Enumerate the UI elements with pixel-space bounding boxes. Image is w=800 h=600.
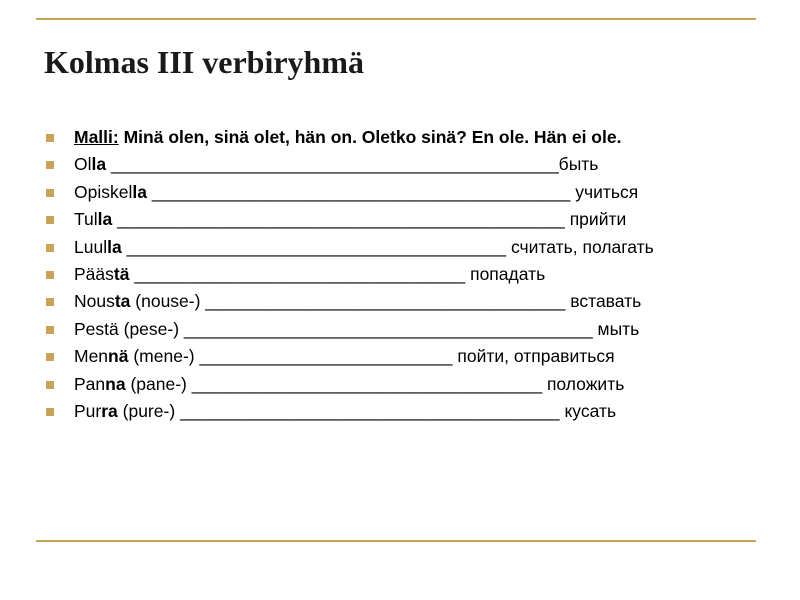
square-bullet-icon xyxy=(46,161,54,169)
verb-ending: ra xyxy=(101,400,118,421)
verb-stem: Tul xyxy=(74,209,98,230)
verb-rest: ______________________________________________ прийти xyxy=(112,209,627,230)
verb-ending: la xyxy=(91,154,107,175)
verb-ending: la xyxy=(132,181,147,202)
verb-list xyxy=(44,124,784,425)
square-bullet-icon xyxy=(46,216,54,224)
list-item xyxy=(44,261,784,288)
model-sentence xyxy=(44,124,784,151)
verb-stem: Pestä xyxy=(74,318,119,339)
model-text: Minä olen, sinä olet, hän on. Oletko sinä? En ole. Hän ei ole. xyxy=(118,127,622,147)
list-item xyxy=(44,398,784,425)
list-item xyxy=(44,371,784,398)
verb-rest: (nouse-) _____________________________________ вставать xyxy=(130,291,642,312)
verb-rest: (pese-) __________________________________________ мыть xyxy=(118,318,640,339)
square-bullet-icon xyxy=(46,326,54,334)
verb-ending: la xyxy=(97,209,113,230)
verb-rest: ___________________________________________ учиться xyxy=(146,181,639,202)
verb-stem: Pääs xyxy=(74,263,114,284)
square-bullet-icon xyxy=(46,271,54,279)
verb-rest: (mene-) __________________________ пойти, отправиться xyxy=(128,346,615,367)
verb-rest: _______________________________________ считать, полагать xyxy=(121,236,654,257)
list-item xyxy=(44,343,784,370)
square-bullet-icon xyxy=(46,408,54,416)
square-bullet-icon xyxy=(46,353,54,361)
verb-rest: (pure-) _______________________________________ кусать xyxy=(117,400,617,421)
square-bullet-icon xyxy=(46,134,54,142)
verb-rest: ______________________________________________быть xyxy=(106,154,599,175)
square-bullet-icon xyxy=(46,189,54,197)
model-label: Malli: xyxy=(74,127,119,147)
verb-stem: Men xyxy=(74,346,109,367)
list-item xyxy=(44,316,784,343)
list-item xyxy=(44,206,784,233)
verb-stem: Opiskel xyxy=(74,181,133,202)
verb-rest: __________________________________ попадать xyxy=(129,263,546,284)
slide-title: Kolmas III verbiryhmä xyxy=(44,44,364,80)
square-bullet-icon xyxy=(46,244,54,252)
list-item xyxy=(44,179,784,206)
square-bullet-icon xyxy=(46,298,54,306)
list-item xyxy=(44,151,784,178)
top-divider xyxy=(36,18,756,20)
verb-rest: (pane-) ____________________________________ положить xyxy=(125,373,625,394)
square-bullet-icon xyxy=(46,381,54,389)
verb-stem: Ol xyxy=(74,154,92,175)
verb-stem: Nous xyxy=(74,291,115,312)
verb-stem: Pan xyxy=(74,373,106,394)
verb-ending: na xyxy=(105,373,126,394)
verb-stem: Pur xyxy=(74,400,102,421)
verb-ending: la xyxy=(107,236,122,257)
verb-ending: nä xyxy=(108,346,129,367)
list-item xyxy=(44,234,784,261)
verb-stem: Luul xyxy=(74,236,108,257)
bottom-divider xyxy=(36,540,756,542)
verb-ending: ta xyxy=(114,291,131,312)
list-item xyxy=(44,288,784,315)
verb-ending: tä xyxy=(113,263,130,284)
